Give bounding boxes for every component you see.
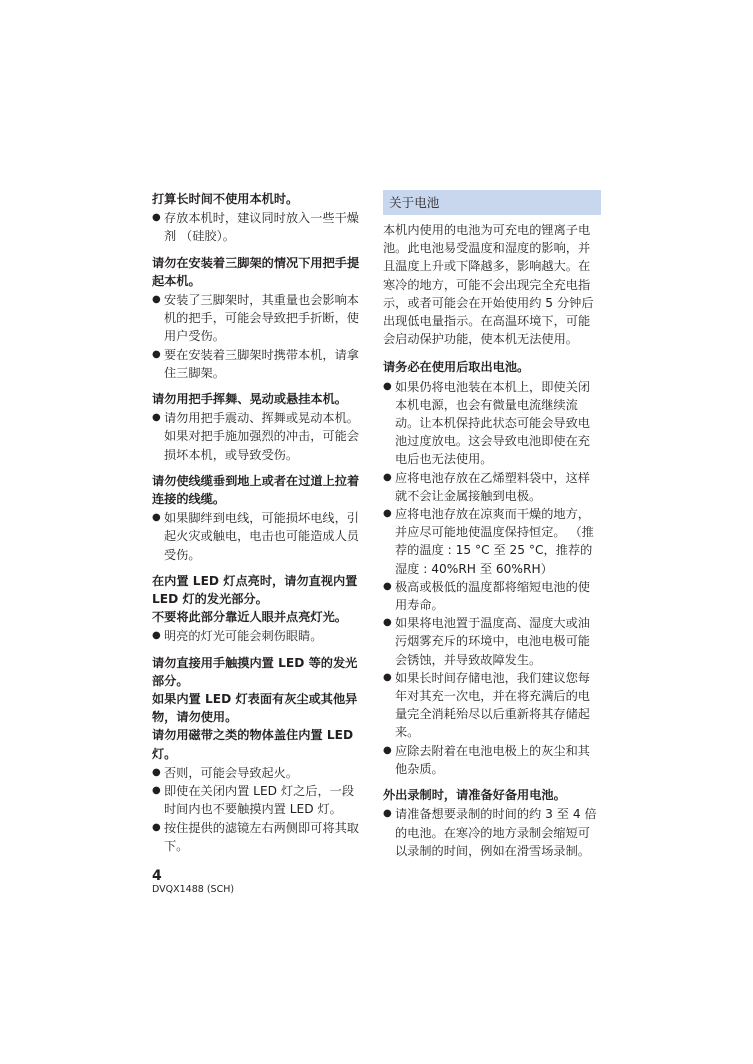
left-block-6 [152,654,366,855]
bullet-list [152,291,366,382]
list-item: ● 应将电池存放在乙烯塑料袋中，这样就不会让金属接触到电极。 [383,469,601,505]
section-heading: 外出录制时，请准备好备用电池。 [383,788,566,803]
page-number: 4 [152,868,162,884]
list-item: ● 如果仍将电池装在本机上，即使关闭本机电源，也会有微量电流继续流动。让本机保持此状态可能会导致电池过度放电。这会导致电池即使在充电后也无法使用。 [383,378,601,469]
list-item: ● 如果将电池置于温度高、湿度大或油污烟雾充斥的环境中，电池电极可能会锈蚀，并导致故障发生。 [383,614,601,669]
left-block-4 [152,472,366,564]
list-item: ● 应除去附着在电池电极上的灰尘和其他杂质。 [383,742,601,778]
list-item: ● 即使在关闭内置 LED 灯之后，一段时间内也不要触摸内置 LED 灯。 [152,782,366,818]
list-item: ● 安装了三脚架时，其重量也会影响本机的把手，可能会导致把手折断，使用户受伤。 [152,291,366,346]
list-item: ● 如果脚绊到电线，可能损坏电线，引起火灾或触电，电击也可能造成人员受伤。 [152,509,366,564]
section-heading: 请勿使线缆垂到地上或者在过道上拉着连接的线缆。 [152,473,360,507]
list-item: ● 按住提供的滤镜左右两侧即可将其取下。 [152,819,366,855]
left-column [152,190,366,863]
section-heading: 在内置 LED 灯点亮时，请勿直视内置 LED 灯的发光部分。 不要将此部分靠近人眼并点亮灯光。 [152,573,358,625]
section-heading: 打算长时间不使用本机时。 [152,192,299,206]
list-item: ● 否则，可能会导致起火。 [152,764,366,782]
section-heading: 请勿直接用手触摸内置 LED 等的发光部分。 如果内置 LED 灯表面有灰尘或其他异物，请勿使用。 请勿用磁带之类的物体盖住内置 LED 灯。 [152,655,358,761]
list-item: ● 要在安装着三脚架时携带本机，请拿住三脚架。 [152,346,366,382]
left-block-1 [152,190,366,246]
right-block-2 [383,786,601,860]
list-item: ● 明亮的灯光可能会刺伤眼睛。 [152,627,366,645]
battery-section-title: 关于电池 [383,190,601,215]
section-heading: 请务必在使用后取出电池。 [383,360,530,375]
list-item: ● 存放本机时，建议同时放入一些干燥剂 （硅胶）。 [152,209,366,245]
left-block-5 [152,572,366,646]
bullet-list [383,805,601,860]
bullet-list [152,409,366,464]
model-code: DVQX1488 (SCH) [152,884,235,895]
bullet-list [152,209,366,245]
right-block-1 [383,358,601,778]
left-block-2 [152,254,366,382]
list-item: ● 请准备想要录制的时间的约 3 至 4 倍的电池。在寒冷的地方录制会缩短可以录制的时间，例如在滑雪场录制。 [383,805,601,860]
list-item: ● 应将电池存放在凉爽而干燥的地方，并应尽可能地使温度保持恒定。 （推荐的温度 : 15 °C 至 25 °C，推荐的湿度 : 40%RH 至 60%RH） [383,505,601,578]
bullet-list [152,509,366,564]
right-column [383,190,601,868]
section-heading: 请勿用把手挥舞、晃动或悬挂本机。 [152,392,347,407]
list-item: ● 极高或极低的温度都将缩短电池的使用寿命。 [383,578,601,614]
bullet-list [383,378,601,778]
bullet-list [152,764,366,855]
list-item: ● 请勿用把手震动、挥舞或晃动本机。如果对把手施加强烈的冲击，可能会损坏本机，或导致受伤。 [152,409,366,464]
bullet-list [152,627,366,645]
left-block-3 [152,390,366,464]
section-heading: 请勿在安装着三脚架的情况下用把手提起本机。 [152,255,360,288]
list-item: ● 如果长时间存储电池，我们建议您每年对其充一次电，并在将充满后的电量完全消耗殆尽以后重新将其存储起来。 [383,669,601,742]
battery-intro-paragraph: 本机内使用的电池为可充电的锂离子电池。此电池易受温度和湿度的影响，并且温度上升或下降越多，影响越大。在寒冷的地方，可能不会出现完全充电指示，或者可能会在开始使用约 5 分钟后出现低电量指示。在高温环境下，可能会启动保护功能，使本机无法使用。 [383,223,594,347]
page-footer [152,868,234,896]
